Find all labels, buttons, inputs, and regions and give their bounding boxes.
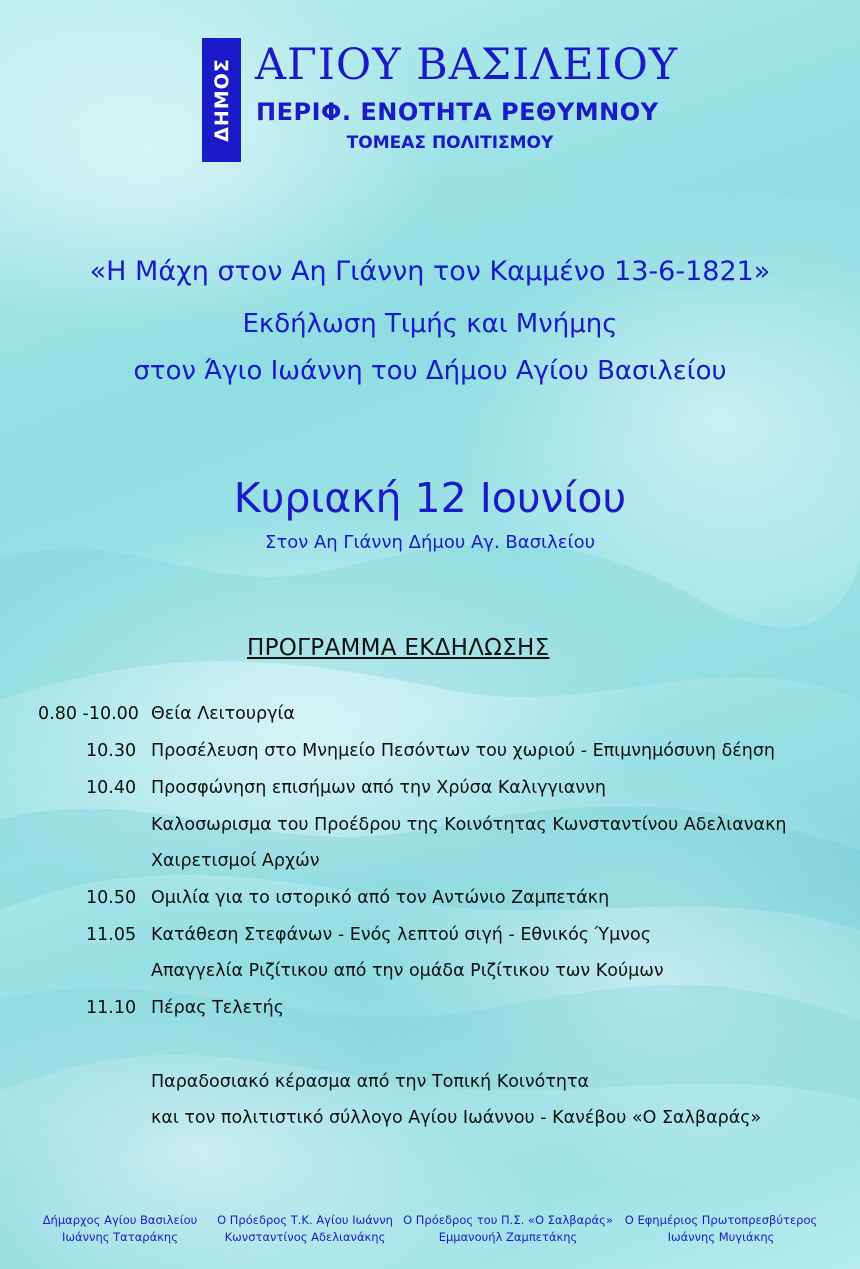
- schedule-time: 10.50: [86, 888, 137, 908]
- schedule-text: και τον πολιτιστικό σύλλογο Αγίου Ιωάννου - Κανέβου «Ο Σαλβαράς»: [151, 1108, 762, 1128]
- event-subtitle-1: Εκδήλωση Τιμής και Μνήμης: [242, 309, 618, 339]
- schedule-row: [0, 851, 860, 877]
- schedule-row: [0, 1072, 860, 1098]
- schedule-text: Θεία Λειτουργία: [151, 704, 295, 724]
- event-location: Στον Αη Γιάννη Δήμου Αγ. Βασιλείου: [264, 532, 595, 553]
- schedule-text: Προσφώνηση επισήμων από την Χρύσα Καλιγγιαννη: [151, 778, 606, 798]
- schedule-row: [0, 1108, 860, 1134]
- department-name: ΤΟΜΕΑΣ ΠΟΛΙΤΙΣΜΟΥ: [346, 133, 554, 153]
- schedule-text: Χαιρετισμοί Αρχών: [151, 851, 320, 871]
- region-name: ΠΕΡΙΦ. ΕΝΟΤΗΤΑ ΡΕΘΥΜΝΟΥ: [256, 98, 659, 126]
- signature-community-president: [212, 1212, 398, 1246]
- signature-role: Ο Εφημέριος Πρωτοπρεσβύτερος: [624, 1213, 818, 1227]
- logo-text: ΔΗΜΟΣ: [210, 58, 233, 142]
- signature-name: Εμμανουήλ Ζαμπετάκης: [438, 1230, 578, 1244]
- event-subtitle-2: στον Άγιο Ιωάννη του Δήμου Αγίου Βασιλείου: [133, 356, 727, 386]
- schedule-time: 10.30: [86, 741, 137, 761]
- signature-mayor: [30, 1212, 210, 1246]
- schedule-row: [0, 815, 860, 841]
- signature-role: Δήμαρχος Αγίου Βασιλείου: [42, 1213, 198, 1227]
- municipality-name: ΑΓΙΟΥ ΒΑΣΙΛΕΙΟΥ: [255, 40, 679, 90]
- schedule-text: Απαγγελία Ριζίτικου από την ομάδα Ριζίτικου των Κούμων: [151, 961, 664, 981]
- schedule-time: 11.05: [86, 925, 137, 945]
- schedule-time: 11.10: [86, 998, 137, 1018]
- schedule-row: [0, 961, 860, 987]
- schedule-row: [0, 741, 860, 767]
- schedule-text: Παραδοσιακό κέρασμα από την Τοπική Κοινότητα: [151, 1072, 590, 1092]
- schedule-row: [0, 925, 860, 951]
- signature-role: Ο Πρόεδρος Τ.Κ. Αγίου Ιωάννη: [217, 1213, 393, 1227]
- program-heading: ΠΡΟΓΡΑΜΜΑ ΕΚΔΗΛΩΣΗΣ: [247, 635, 550, 661]
- schedule-time: 10.40: [86, 778, 137, 798]
- schedule-time: 0.80 -10.00: [38, 704, 139, 724]
- schedule-text: Ομιλία για το ιστορικό από τον Αντώνιο Ζαμπετάκη: [151, 888, 610, 908]
- schedule-row: [0, 778, 860, 804]
- schedule-text: Πέρας Τελετής: [151, 998, 284, 1018]
- schedule-text: Καλοσωρισμα του Προέδρου της Κοινότητας Κωνσταντίνου Αδελιανακη: [151, 815, 787, 835]
- schedule-text: Προσέλευση στο Μνημείο Πεσόντων του χωριού - Επιμνημόσυνη δέηση: [151, 741, 776, 761]
- signature-association-president: [402, 1212, 614, 1246]
- schedule-row: [0, 704, 860, 730]
- signature-name: Ιωάννης Μυγιάκης: [667, 1230, 775, 1244]
- schedule-row: [0, 888, 860, 914]
- signature-role: Ο Πρόεδρος του Π.Σ. «Ο Σαλβαράς»: [403, 1213, 613, 1227]
- schedule-text: Κατάθεση Στεφάνων - Ενός λεπτού σιγή - Εθνικός Ύμνος: [151, 925, 651, 945]
- signature-name: Κωνσταντίνος Αδελιανάκης: [224, 1230, 386, 1244]
- event-date: Κυριακή 12 Ιουνίου: [233, 474, 627, 522]
- signature-priest: [620, 1212, 822, 1246]
- schedule-row: [0, 998, 860, 1024]
- event-title: «Η Μάχη στον Αη Γιάννη τον Καμμένο 13-6-1821»: [89, 256, 771, 287]
- signature-name: Ιωάννης Ταταράκης: [62, 1230, 178, 1244]
